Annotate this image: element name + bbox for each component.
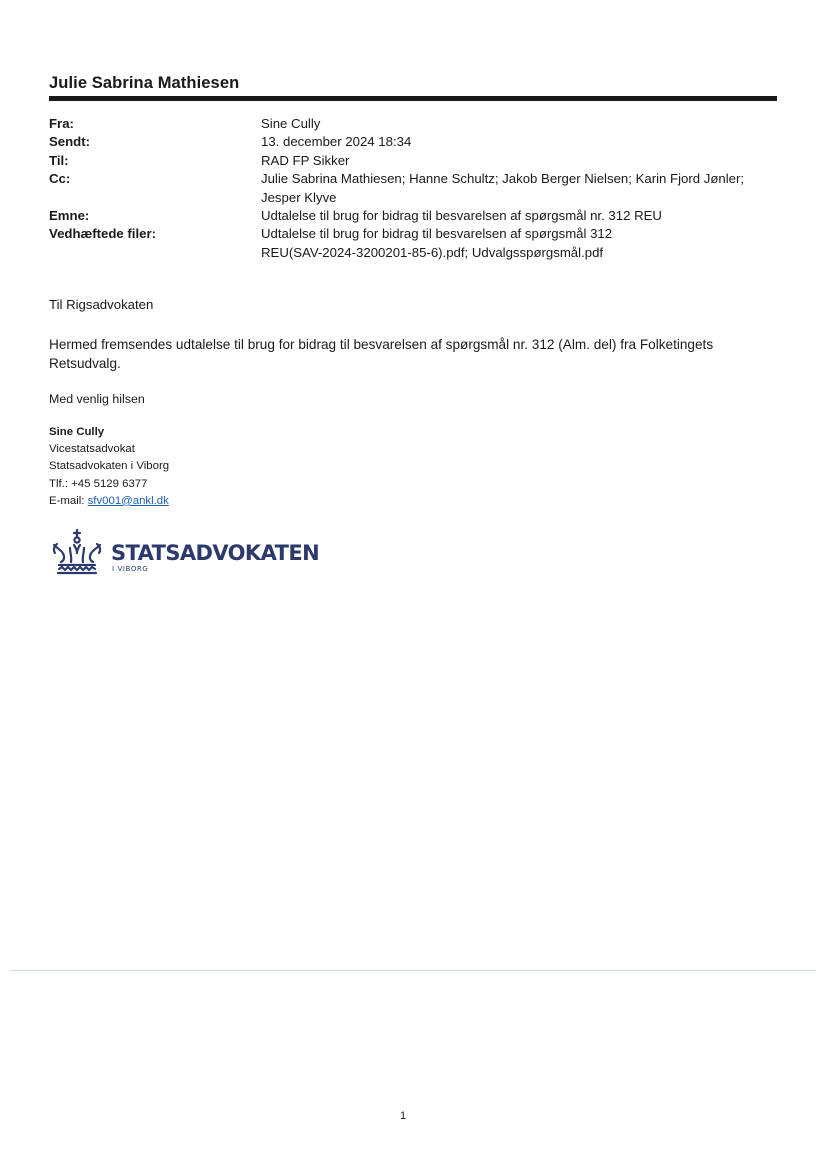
signature-block (49, 424, 169, 510)
subject-label: Emne: (49, 208, 90, 224)
attachments-line1: Udtalelse til brug for bidrag til besvarelsen af spørgsmål 312 (261, 226, 613, 242)
meta-row-cc (49, 170, 779, 207)
closing: Med venlig hilsen (49, 392, 145, 406)
footer-divider (10, 970, 816, 971)
signature-email-link[interactable]: sfv001@ankl.dk (87, 494, 169, 507)
cc-value-line1: Julie Sabrina Mathiesen; Hanne Schultz; Jakob Berger Nielsen; Karin Fjord Jønler; (261, 171, 745, 187)
signature-name: Sine Cully (49, 426, 105, 438)
signature-office: Statsadvokaten i Viborg (49, 460, 170, 473)
to-label: Til: (49, 152, 69, 168)
logo-name: STATSADVOKATEN (111, 541, 320, 565)
signature-title: Vicestatsadvokat (49, 443, 135, 456)
message-body: Hermed fremsendes udtalelse til brug for bidrag til besvarelsen af spørgsmål nr. 312 (Alm. del) fra Folketingets Retsudvalg. (49, 337, 714, 371)
attachments-value (261, 225, 779, 262)
cc-value (261, 170, 779, 207)
title-divider (49, 96, 777, 101)
logo-subtitle: I VIBORG (112, 565, 149, 573)
cc-label: Cc: (49, 171, 71, 187)
meta-row-from (49, 115, 779, 133)
subject-value: Udtalelse til brug for bidrag til besvarelsen af spørgsmål nr. 312 REU (261, 208, 662, 224)
sent-value: 13. december 2024 18:34 (261, 134, 412, 150)
signature-email-row (49, 493, 169, 510)
cc-value-line2: Jesper Klyve (261, 189, 337, 205)
meta-row-to (49, 152, 779, 170)
to-value: RAD FP Sikker (261, 152, 350, 168)
from-label: Fra: (49, 116, 74, 131)
attachments-label: Vedhæftede filer: (49, 226, 156, 242)
email-header-table (49, 115, 779, 262)
meta-row-subject (49, 207, 779, 225)
attachments-line2: REU(SAV-2024-3200201-85-6).pdf; Udvalgsspørgsmål.pdf (261, 244, 604, 260)
statsadvokaten-logo (49, 528, 319, 578)
signature-email-prefix: E-mail: (49, 494, 88, 507)
sent-label: Sendt: (49, 134, 91, 150)
logo-text (111, 542, 319, 573)
page-number: 1 (400, 1110, 407, 1122)
crown-icon (49, 528, 105, 578)
meta-row-sent (49, 133, 779, 151)
greeting: Til Rigsadvokaten (49, 297, 154, 312)
from-value: Sine Cully (261, 116, 321, 131)
sender-title: Julie Sabrina Mathiesen (49, 74, 240, 92)
meta-row-attachments (49, 225, 779, 262)
signature-phone: Tlf.: +45 5129 6377 (49, 477, 148, 490)
